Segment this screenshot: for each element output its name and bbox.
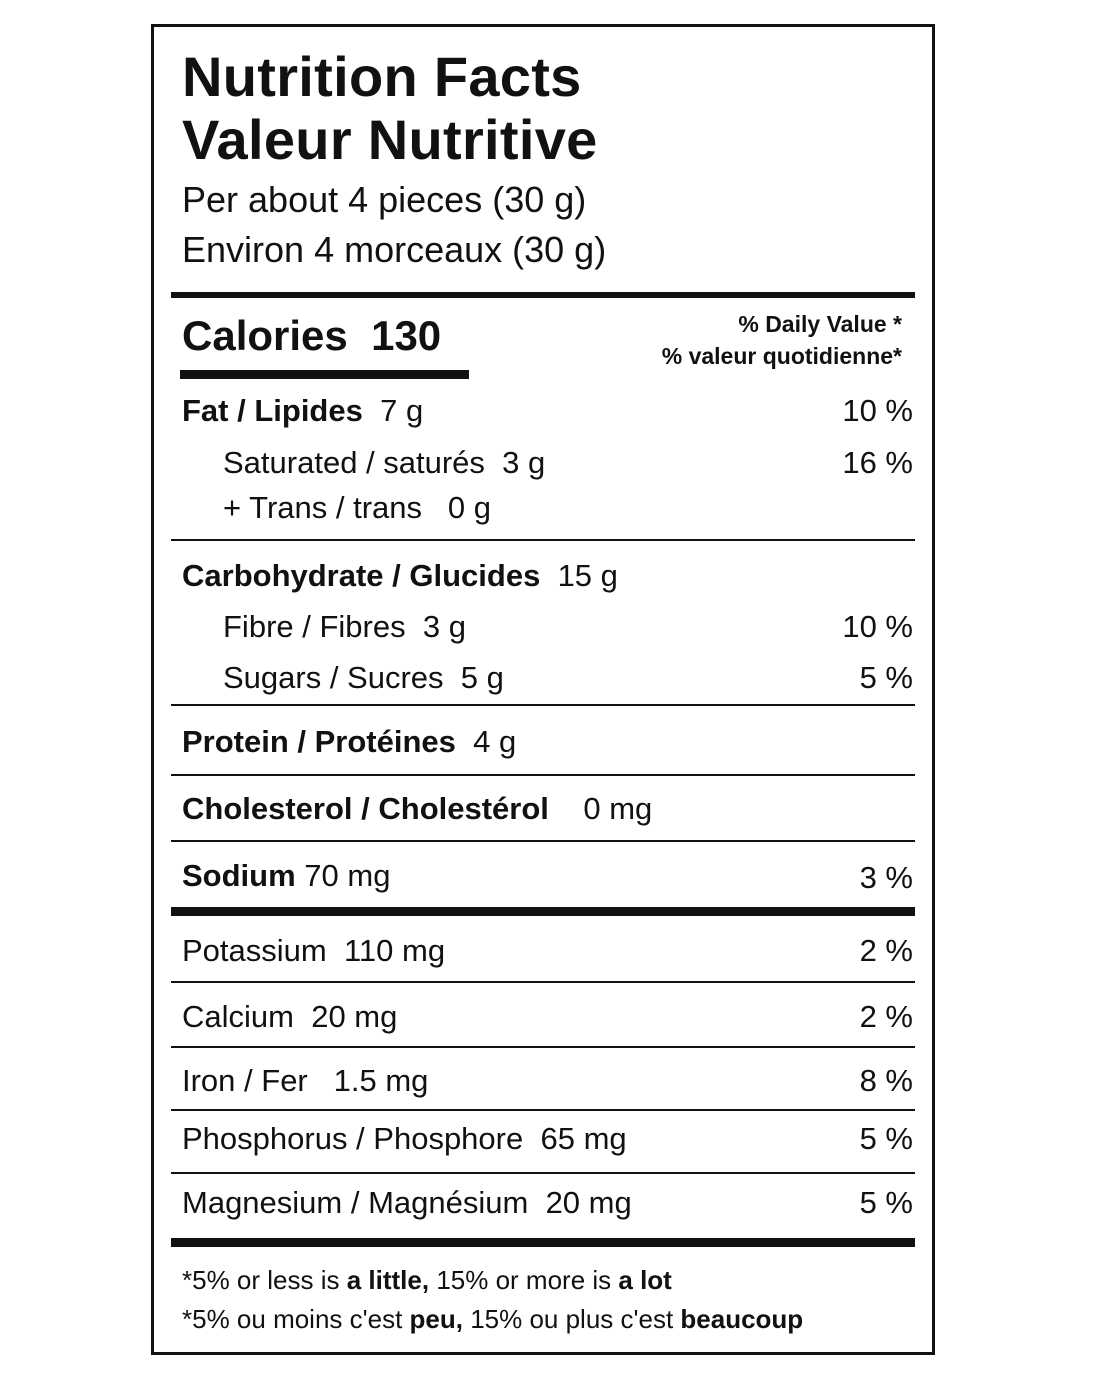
fibre-amount: 3 g [422,609,466,644]
sodium-name: Sodium [182,858,296,893]
serving-size-english: Per about 4 pieces (30 g) [182,179,587,220]
saturated-daily-value: 16 % [842,445,913,480]
divider-after-iron [171,1109,915,1111]
calories-underline [180,370,469,379]
saturated-name: Saturated / saturés [223,445,485,480]
iron-name: Iron / Fer [182,1063,308,1098]
fibre-daily-value: 10 % [842,609,913,644]
cholesterol-name: Cholesterol / Cholestérol [182,791,549,826]
footnote-english-part2: 15% or more is [429,1265,619,1295]
divider-after-phosphorus [171,1172,915,1174]
footnote-french [182,1304,803,1335]
footnote-english-bold1: a little, [346,1265,430,1295]
fibre-row [223,609,466,645]
magnesium-name: Magnesium / Magnésium [182,1185,529,1220]
potassium-daily-value: 2 % [859,933,913,968]
iron-row [182,1063,428,1099]
footnote-french-part2: 15% ou plus c'est [462,1304,681,1334]
fat-name: Fat / Lipides [182,393,363,428]
potassium-row [182,933,445,969]
sodium-daily-value: 3 % [859,860,913,895]
divider-after-cholesterol [171,840,915,842]
calcium-daily-value: 2 % [859,999,913,1034]
carbohydrate-amount: 15 g [557,558,618,593]
daily-value-header-french: % valeur quotidienne* [661,343,902,369]
magnesium-row [182,1185,632,1221]
fat-daily-value: 10 % [842,393,913,428]
calcium-row [182,999,397,1035]
phosphorus-name: Phosphorus / Phosphore [182,1121,524,1156]
footnote-french-bold1: peu, [409,1304,463,1334]
iron-daily-value: 8 % [859,1063,913,1098]
cholesterol-amount: 0 mg [583,791,653,826]
iron-amount: 1.5 mg [333,1063,429,1098]
sugars-daily-value: 5 % [859,660,913,695]
trans-amount: 0 g [447,490,491,525]
thick-divider-bottom [171,1238,915,1247]
magnesium-amount: 20 mg [545,1185,632,1220]
potassium-name: Potassium [182,933,327,968]
serving-size-french: Environ 4 morceaux (30 g) [182,229,607,270]
carbohydrate-name: Carbohydrate / Glucides [182,558,541,593]
title-english: Nutrition Facts [182,45,582,108]
divider-after-potassium [171,981,915,983]
divider-after-carbohydrate [171,704,915,706]
potassium-amount: 110 mg [343,933,446,968]
carbohydrate-row [182,558,618,594]
thick-divider-top [171,292,915,298]
footnote-french-bold2: beaucoup [680,1304,804,1334]
saturated-amount: 3 g [502,445,546,480]
sodium-row [182,858,390,894]
phosphorus-row [182,1121,627,1157]
calories-label: Calories [182,312,348,359]
protein-amount: 4 g [473,724,517,759]
divider-after-protein [171,774,915,776]
sugars-amount: 5 g [460,660,504,695]
phosphorus-amount: 65 mg [540,1121,627,1156]
calcium-amount: 20 mg [311,999,398,1034]
sugars-row [223,660,504,696]
protein-name: Protein / Protéines [182,724,456,759]
calories-row [182,312,441,360]
cholesterol-row [182,791,652,827]
thick-divider-middle [171,907,915,916]
protein-row [182,724,516,760]
footnote-french-part1: *5% ou moins c'est [182,1304,410,1334]
fibre-name: Fibre / Fibres [223,609,406,644]
nutrition-facts-label [151,24,935,1355]
sugars-name: Sugars / Sucres [223,660,444,695]
trans-row [223,490,491,526]
footnote-english-bold2: a lot [618,1265,672,1295]
daily-value-header-english: % Daily Value * [738,311,902,337]
phosphorus-daily-value: 5 % [859,1121,913,1156]
divider-after-calcium [171,1046,915,1048]
saturated-row [223,445,545,481]
fat-row [182,393,423,429]
calcium-name: Calcium [182,999,294,1034]
footnote-english [182,1265,672,1296]
footnote-english-part1: *5% or less is [182,1265,347,1295]
fat-amount: 7 g [380,393,424,428]
calories-value: 130 [371,312,442,359]
magnesium-daily-value: 5 % [859,1185,913,1220]
trans-name: + Trans / trans [223,490,423,525]
title-french: Valeur Nutritive [182,108,598,171]
sodium-amount: 70 mg [304,858,391,893]
divider-after-fat [171,539,915,541]
